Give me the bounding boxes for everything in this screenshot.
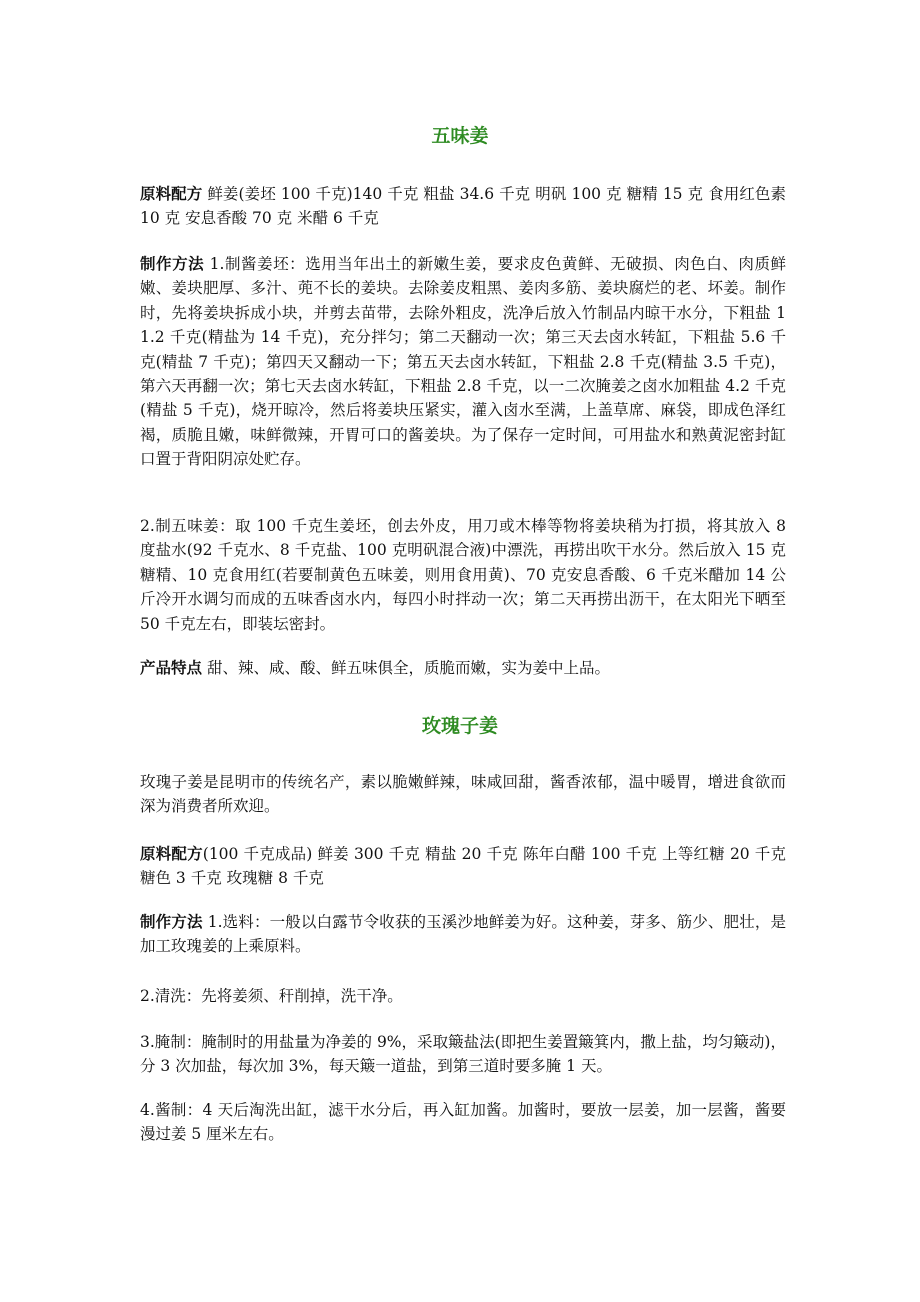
recipe1-ingredients bbox=[140, 182, 786, 231]
recipe1-features-text: 甜、辣、咸、酸、鲜五味俱全，质脆而嫩，实为姜中上品。 bbox=[202, 659, 610, 677]
recipe2-ingredients bbox=[140, 842, 786, 891]
recipe1-features-label: 产品特点 bbox=[140, 659, 203, 677]
recipe1-title: 五味姜 bbox=[431, 125, 489, 147]
recipe2-title: 玫瑰子姜 bbox=[421, 715, 498, 737]
recipe1-method-step1 bbox=[140, 252, 786, 472]
recipe2-method-step4: 4.酱制：4 天后淘洗出缸，滤干水分后，再入缸加酱。加酱时，要放一层姜，加一层酱，酱要漫过姜 5 厘米左右。 bbox=[140, 1101, 786, 1144]
recipe1-features bbox=[140, 656, 786, 680]
recipe2-ingredients-label: 原料配方 bbox=[140, 845, 203, 863]
recipe1-ingredients-text: 鲜姜(姜坯 100 千克)140 千克 粗盐 34.6 千克 明矾 100 克 糖精 15 克 食用红色素 10 克 安息香酸 70 克 米醋 6 千克 bbox=[140, 185, 786, 228]
recipe2-intro: 玫瑰子姜是昆明市的传统名产，素以脆嫩鲜辣，味咸回甜，酱香浓郁，温中暖胃，增进食欲而深为消费者所欢迎。 bbox=[140, 773, 786, 816]
recipe2-method-step1 bbox=[140, 910, 786, 959]
recipe1-method-step1-text: 1.制酱姜坯：选用当年出土的新嫩生姜，要求皮色黄鲜、无破损、肉色白、肉质鲜嫩、姜块肥厚、多汁、蔸不长的姜块。去除姜皮粗黑、姜肉多筋、姜块腐烂的老、坏姜。制作时，先将姜块拆成小块，并剪去苗带，去除外粗皮，洗净后放入竹制品内晾干水分，下粗盐 11.2 千克(精盐为 14 千克)，充分拌匀；第二天翻动一次；第三天去卤水转缸，下粗盐 5.6 千克(精盐 7 千克)；第四天又翻动一下；第五天去卤水转缸，下粗盐 2.8 千克(精盐 3.5 千克)，第六天再翻一次；第七天去卤水转缸，下粗盐 2.8 千克，以一二次腌姜之卤水加粗盐 4.2 千克(精盐 5 千克)，烧开晾冷，然后将姜块压紧实，灌入卤水至满，上盖草席、麻袋，即成色泽红褐，质脆且嫩，味鲜微辣，开胃可口的酱姜块。为了保存一定时间，可用盐水和熟黄泥密封缸口置于背阳阴凉处贮存。 bbox=[140, 255, 786, 469]
recipe1-method-label: 制作方法 bbox=[140, 255, 205, 273]
recipe2-method-step1-text: 1.选料：一般以白露节令收获的玉溪沙地鲜姜为好。这种姜，芽多、筋少、肥壮，是加工玫瑰姜的上乘原料。 bbox=[140, 913, 786, 956]
recipe2-method-step3: 3.腌制：腌制时的用盐量为净姜的 9%，采取簸盐法(即把生姜置簸箕内，撒上盐，均匀簸动)，分 3 次加盐，每次加 3%，每天簸一道盐，到第三道时要多腌 1 天。 bbox=[140, 1033, 786, 1076]
recipe1-method-step2: 2.制五味姜：取 100 千克生姜坯，创去外皮，用刀或木棒等物将姜块稍为打损，将其放入 8 度盐水(92 千克水、8 千克盐、100 克明矾混合液)中漂洗，再捞出吹干水分。然后放入 15 克糖精、10 克食用红(若要制黄色五味姜，则用食用黄)、70 克安息香酸、6 千克米醋加 14 公斤冷开水调匀而成的五味香卤水内，每四小时拌动一次；第二天再捞出沥干，在太阳光下晒至 50 千克左右，即装坛密封。 bbox=[140, 517, 786, 633]
recipe2-ingredients-text: (100 千克成品) 鲜姜 300 千克 精盐 20 千克 陈年白醋 100 千克 上等红糖 20 千克 糖色 3 千克 玫瑰糖 8 千克 bbox=[140, 845, 786, 888]
recipe1-ingredients-label: 原料配方 bbox=[140, 185, 203, 203]
recipe2-method-step2: 2.清洗：先将姜须、秆削掉，洗干净。 bbox=[140, 987, 403, 1005]
recipe2-method-label: 制作方法 bbox=[140, 913, 203, 931]
